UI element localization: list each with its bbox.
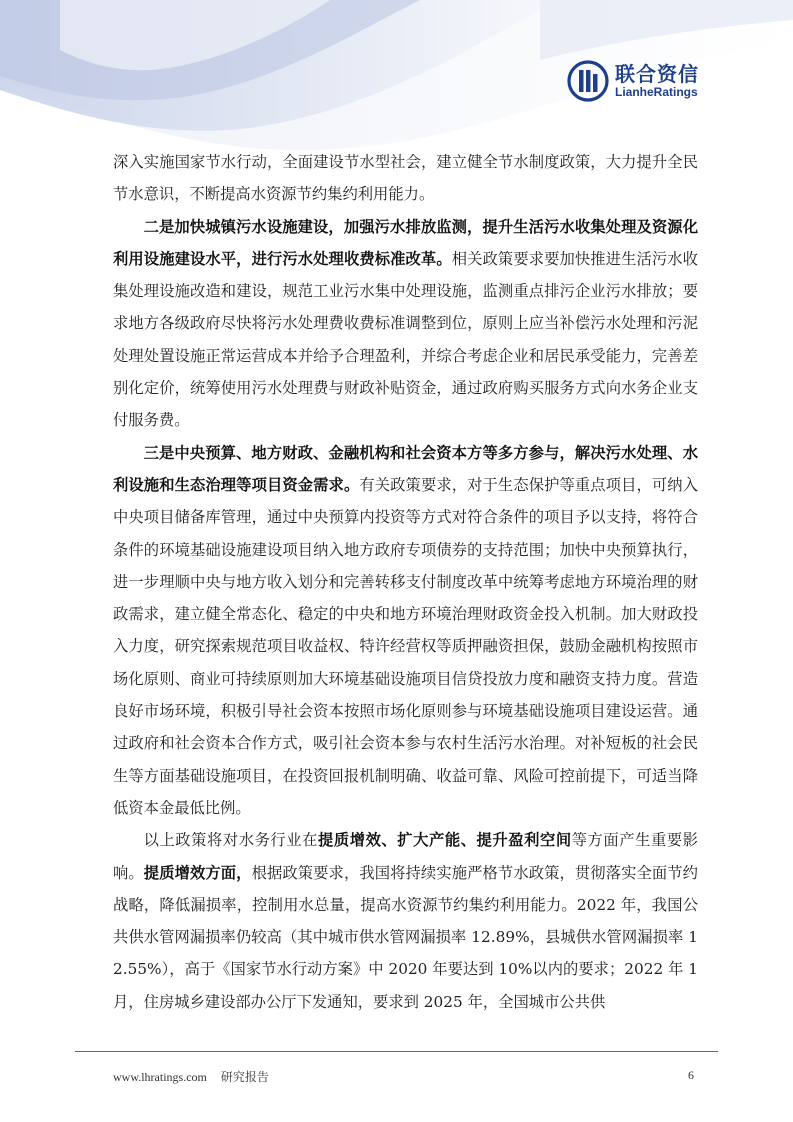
company-logo <box>567 60 699 102</box>
paragraph-4-subheading: 提质增效方面， <box>143 863 252 882</box>
report-body <box>113 146 698 1018</box>
logo-chinese-name: 联合资信 <box>615 62 699 86</box>
page-number: 6 <box>688 1068 694 1082</box>
paragraph-4-emphasis: 提质增效、扩大产能、提升盈利空间 <box>318 831 572 850</box>
paragraph-4: 以上政策将对水务行业在提质增效、扩大产能、提升盈利空间等方面产生重要影响。提质增效方面，根据政策要求，我国将持续实施严格节水政策，贯彻落实全面节约战略，降低漏损率，控制用水总量，提高水资源节约集约利用能力。2022 年，我国公共供水管网漏损率仍较高（其中城市供水管网漏损率 12.89%，县城供水管网漏损率 12.55%），高于《国家节水行动方案》中 2020 年要达到 10%以内的要求；2022 年 1 月，住房城乡建设部办公厅下发通知，要求到 2025 年，全国城市公共供 <box>113 831 698 1011</box>
logo-english-name: LianheRatings <box>615 85 698 99</box>
paragraph-2: 二是加快城镇污水设施建设，加强污水排放监测，提升生活污水收集处理及资源化利用设施建设水平，进行污水处理收费标准改革。相关政策要求要加快推进生活污水收集处理设施改造和建设，规范工业污水集中处理设施，监测重点排污企业污水排放；要求地方各级政府尽快将污水处理费收费标准调整到位，原则上应当补偿污水处理和污泥处理处置设施正常运营成本并给予合理盈利，并综合考虑企业和居民承受能力，完善差别化定价，统筹使用污水处理费与财政补贴资金，通过政府购买服务方式向水务企业支付服务费。 <box>113 217 698 430</box>
paragraph-3-heading: 三是中央预算、地方财政、金融机构和社会资本方等多方参与，解决污水处理、水利设施和生态治理等项目资金需求。 <box>113 443 698 494</box>
footer-website-link[interactable]: www.lhratings.com <box>113 1070 207 1084</box>
paragraph-3: 三是中央预算、地方财政、金融机构和社会资本方等多方参与，解决污水处理、水利设施和生态治理等项目资金需求。有关政策要求，对于生态保护等重点项目，可纳入中央项目储备库管理，通过中央预算内投资等方式对符合条件的项目予以支持，将符合条件的环境基础设施建设项目纳入地方政府专项债券的支持范围；加快中央预算执行，进一步理顺中央与地方收入划分和完善转移支付制度改革中统筹考虑地方环境治理的财政需求，建立健全常态化、稳定的中央和地方环境治理财政资金投入机制。加大财政投入力度，研究探索规范项目收益权、特许经营权等质押融资担保，鼓励金融机构按照市场化原则、商业可持续原则加大环境基础设施项目信贷投放力度和融资支持力度。营造良好市场环境，积极引导社会资本按照市场化原则参与环境基础设施项目建设运营。通过政府和社会资本合作方式，吸引社会资本参与农村生活污水治理。对补短板的社会民生等方面基础设施项目，在投资回报机制明确、收益可靠、风险可控前提下，可适当降低资本金最低比例。 <box>113 443 698 817</box>
lianhe-logo-icon <box>567 60 609 102</box>
paragraph-2-heading: 二是加快城镇污水设施建设，加强污水排放监测，提升生活污水收集处理及资源化利用设施建设水平，进行污水处理收费标准改革。 <box>113 217 698 268</box>
footer-report-type: 研究报告 <box>220 1070 269 1084</box>
paragraph-1: 深入实施国家节水行动，全面建设节水型社会，建立健全节水制度政策，大力提升全民节水意识，不断提高水资源节约集约利用能力。 <box>113 153 698 204</box>
footer-divider <box>75 1051 718 1052</box>
footer <box>113 1068 269 1085</box>
